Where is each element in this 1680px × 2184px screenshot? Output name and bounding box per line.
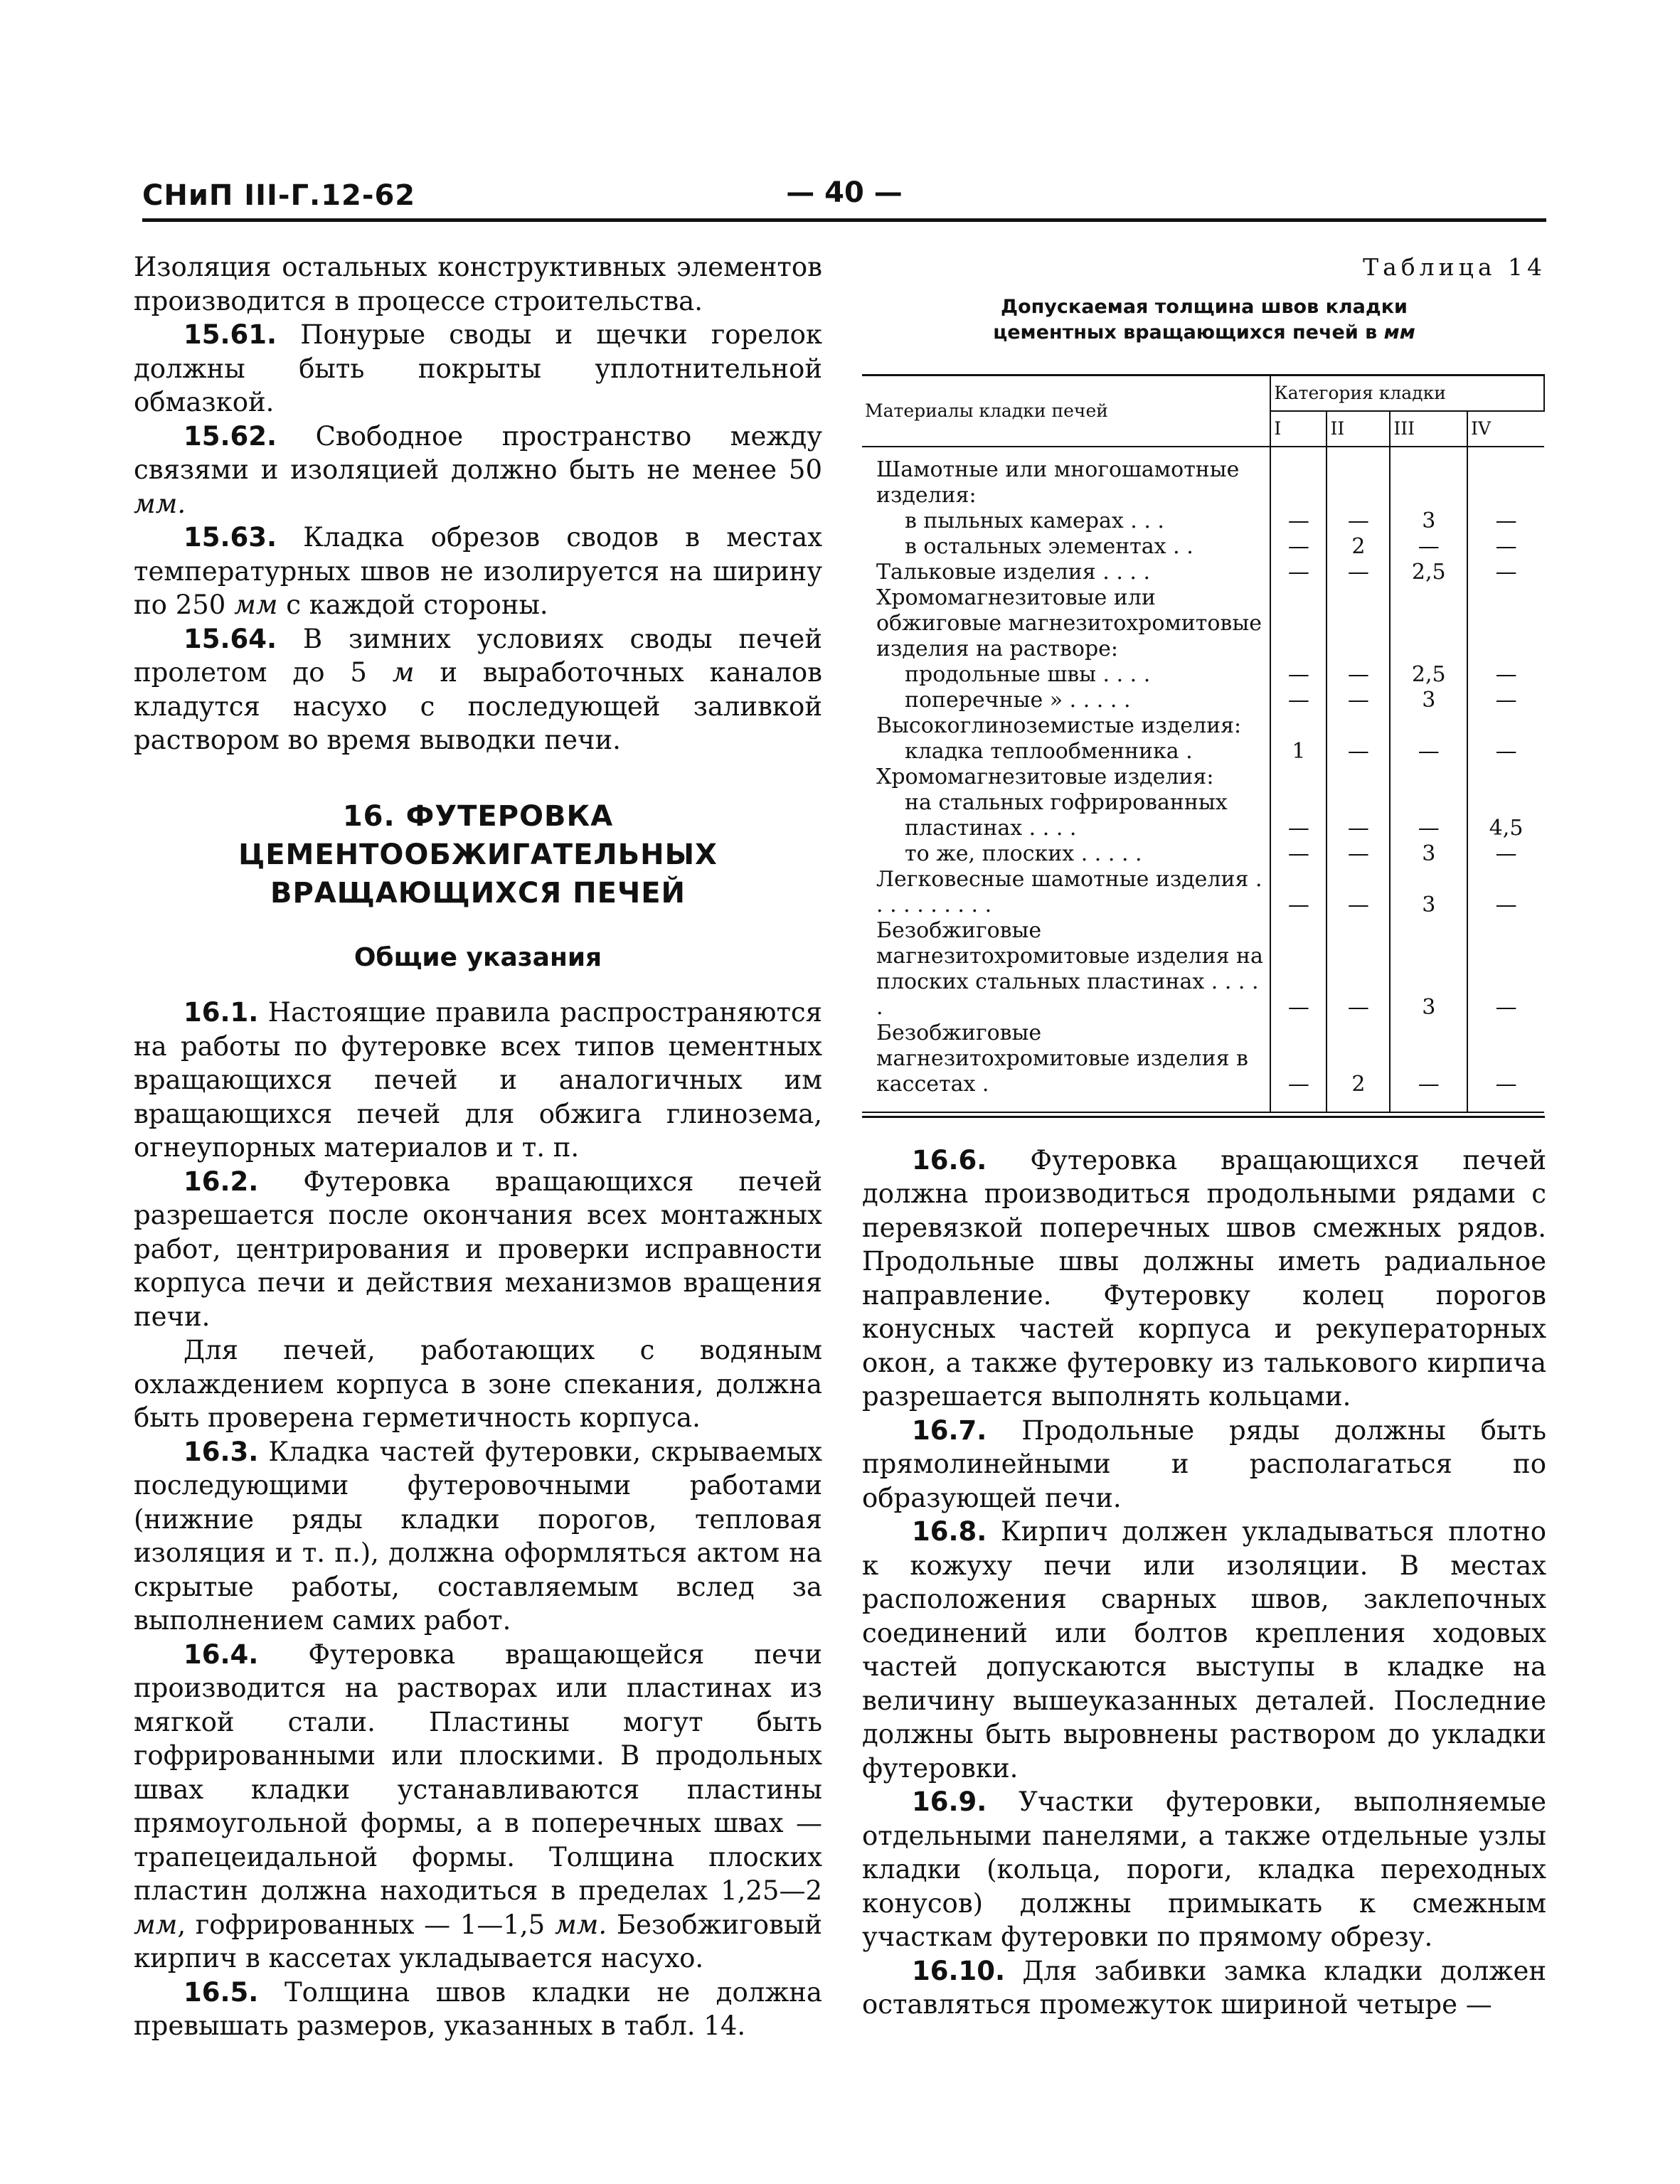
category-header: II — [1327, 411, 1390, 447]
clause-number: 16.7. — [912, 1415, 987, 1446]
clause-number: 16.4. — [184, 1639, 259, 1670]
clause-16-4: 16.4. Футеровка вращающейся печи производится на растворах или пластинах из мягкой стали. Пластины могут быть гофрированными или плоскими. В продольных швах кладки устанавливаются пластины прямоугольной формы, а в поперечных швах — трапецеидальной формы. Толщина плоских пластин должна находиться в пределах 1,25—2 мм, гофрированных — 1—1,5 мм. Безобжиговый кирпич в кассетах укладывается насухо. — [134, 1639, 822, 1973]
clause-16-6: 16.6. Футеровка вращающихся печей должна производиться продольными рядами с перевязкой поперечных швов смежных рядов. Продольные швы должны иметь радиальное направление. Футеровку колец порогов конусных частей корпуса и рекуператорных окон, а также футеровку из талькового кирпича разрешается выполнять кольцами. — [862, 1144, 1546, 1412]
header-rule — [142, 218, 1546, 222]
table-row: в остальных элементах . . — 2 — — — [862, 534, 1544, 560]
page-header — [142, 176, 1546, 223]
clause-number: 16.8. — [912, 1516, 987, 1547]
clause-16-7: 16.7. Продольные ряды должны быть прямолинейными и располагаться по образующей печи. — [862, 1415, 1546, 1513]
joint-thickness-table — [862, 374, 1545, 1113]
table-row: Безобжиговые магнезитохромитовые изделия в кассетах . — 2 — — — [862, 1021, 1544, 1112]
left-column — [134, 250, 822, 2043]
section-title: 16. ФУТЕРОВКА ЦЕМЕНТООБЖИГАТЕЛЬНЫХ ВРАЩАЮЩИХСЯ ПЕЧЕЙ — [238, 799, 718, 910]
table-row: Легковесные шамотные изделия . . . . . . . . . . — — 3 — — [862, 867, 1544, 918]
column-header-material: Материалы кладки печей — [862, 375, 1270, 447]
table-row: Шамотные или многошамотные изделия: в пыльных камерах . . . — — 3 — — [862, 447, 1544, 534]
clause-number: 15.61. — [184, 319, 277, 350]
clause-number: 16.2. — [184, 1166, 259, 1197]
clause-15-61: 15.61. Понурые своды и щечки горелок должны быть покрыты уплотнительной обмазкой. — [134, 319, 822, 417]
clause-16-1: 16.1. Настоящие правила распространяются на работы по футеровке всех типов цементных вращающихся печей и аналогичных им вращающихся печей для обжига глинозема, огнеупорных материалов и т. п. — [134, 997, 822, 1163]
category-header: IV — [1467, 411, 1544, 447]
table-caption: Допускаемая толщина швов кладки цементных вращающихся печей в мм — [993, 295, 1415, 343]
category-header: III — [1390, 411, 1467, 447]
column-header-category: Категория кладки — [1270, 375, 1544, 411]
clause-16-10: 16.10. Для забивки замка кладки должен оставляться промежуток шириной четыре — — [862, 1955, 1546, 2020]
clause-15-62: 15.62. Свободное пространство между связями и изоляцией должно быть не менее 50 мм. — [134, 420, 822, 519]
table-row: поперечные » . . . . . — — 3 — — [862, 688, 1544, 713]
clause-15-63: 15.63. Кладка обрезов сводов в местах температурных швов не изолируется на ширину по 250 мм с каждой стороны. — [134, 522, 822, 620]
clause-number: 16.3. — [184, 1436, 259, 1467]
clause-number: 16.1. — [184, 997, 259, 1028]
table-row: Безобжиговые магнезитохромитовые изделия на плоских стальных пластинах . . . . . — — 3 — — [862, 918, 1544, 1021]
clause-number: 15.64. — [184, 623, 277, 654]
clause-16-5: 16.5. Толщина швов кладки не должна превышать размеров, указанных в табл. 14. — [134, 1976, 822, 2041]
clause-16-3: 16.3. Кладка частей футеровки, скрываемых последующими футеровочными работами (нижние ряды кладки порогов, тепловая изоляция и т. п.), должна оформляться актом на скрытые работы, составляемым вслед за выполнением самих работ. — [134, 1436, 822, 1636]
table-row: Хромомагнезитовые или обжиговые магнезитохромитовые изделия на растворе: продольные швы . . . . — — 2,5 — — [862, 585, 1544, 688]
clause-15-64: 15.64. В зимних условиях своды печей пролетом до 5 м и выработочных каналов кладутся насухо с последующей заливкой раствором во время выводки печи. — [134, 623, 822, 755]
clause-number: 15.62. — [184, 420, 277, 452]
clause-number: 16.10. — [912, 1955, 1006, 1986]
clause-number: 16.6. — [912, 1144, 987, 1176]
clause-16-9: 16.9. Участки футеровки, выполняемые отдельными панелями, а также отдельные узлы кладки (кольца, пороги, кладка переходных конусов) должны примыкать к смежным участкам футеровки по прямому обрезу. — [862, 1786, 1546, 1952]
paragraph: Для печей, работающих с водяным охлаждением корпуса в зоне спекания, должна быть проверена герметичность корпуса. — [134, 1335, 822, 1433]
clause-16-2: 16.2. Футеровка вращающихся печей разрешается после окончания всех монтажных работ, центрирования и проверки исправности корпуса печи и действия механизмов вращения печи. — [134, 1166, 822, 1332]
document-code: СНиП III-Г.12-62 — [142, 179, 416, 212]
table-row: то же, плоских . . . . . — — 3 — — [862, 841, 1544, 867]
paragraph: Изоляция остальных конструктивных элементов производится в процессе строительства. — [134, 252, 822, 316]
table-label: Таблица 14 — [1363, 253, 1546, 281]
page-number: — 40 — — [786, 176, 903, 209]
table-row: Хромомагнезитовые изделия: на стальных гофрированных пластинах . . . . — — — 4,5 — [862, 765, 1544, 841]
category-header: I — [1270, 411, 1327, 447]
clause-number: 15.63. — [184, 522, 277, 553]
clause-number: 16.5. — [184, 1976, 259, 2008]
subsection-title: Общие указания — [353, 942, 602, 972]
table-row: Высокоглиноземистые изделия: кладка теплообменника . 1 — — — — [862, 713, 1544, 765]
table-row: Тальковые изделия . . . . — — 2,5 — — [862, 560, 1544, 585]
right-column — [862, 250, 1546, 2022]
clause-number: 16.9. — [912, 1786, 987, 1817]
clause-16-8: 16.8. Кирпич должен укладываться плотно к кожуху печи или изоляции. В местах расположения сварных швов, заклепочных соединений или болтов крепления ходовых частей допускаются выступы в кладке на величину вышеуказанных деталей. Последние должны быть выровнены раствором до укладки футеровки. — [862, 1516, 1546, 1784]
table-bottom-rule — [862, 1116, 1545, 1118]
